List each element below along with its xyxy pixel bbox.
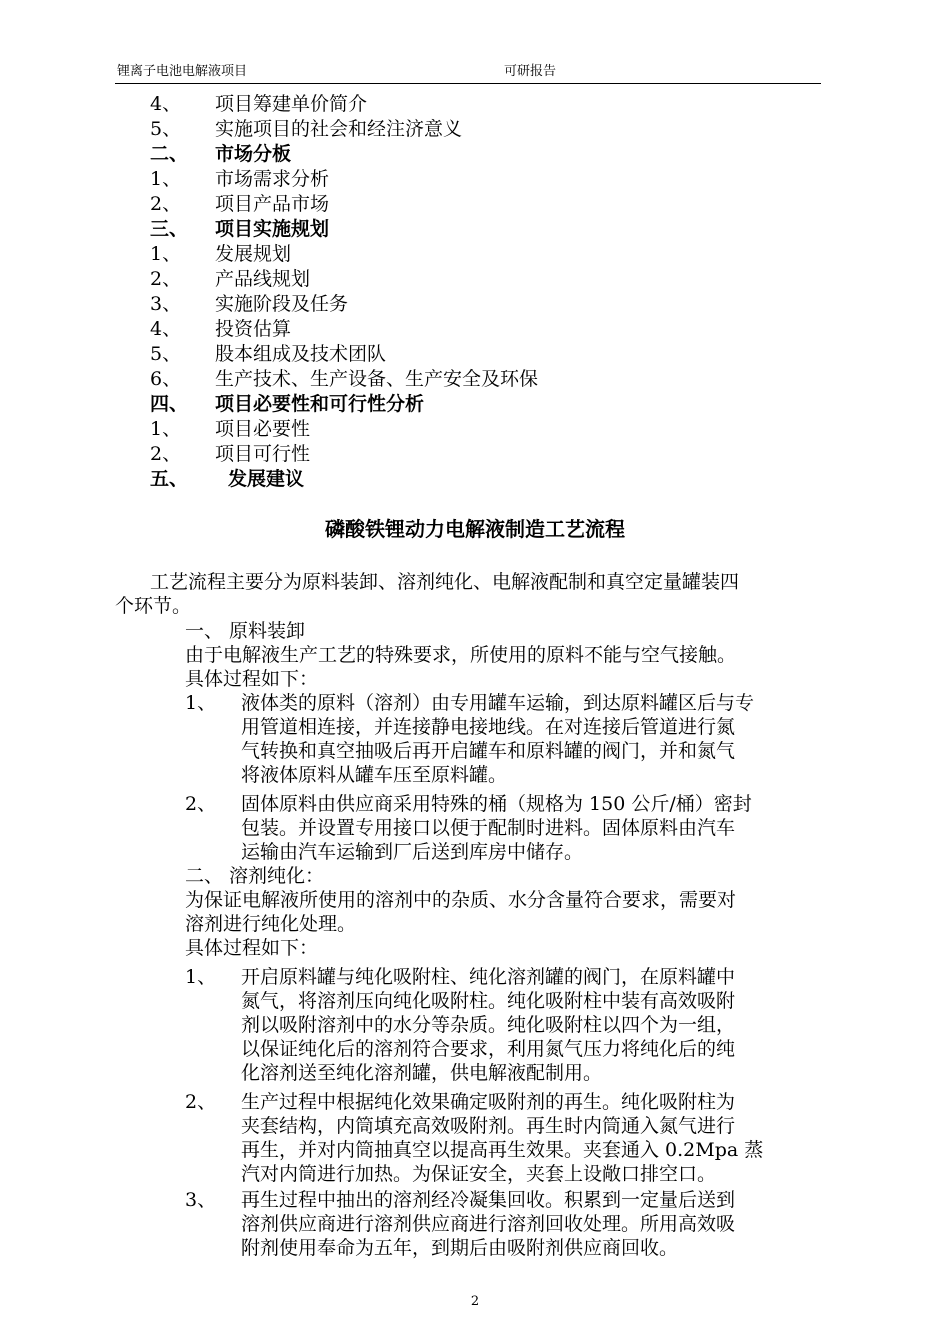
list-line: 运输由汽车运输到厂后送到库房中储存。 [241, 841, 584, 863]
paragraph-line: 具体过程如下： [185, 668, 319, 690]
outline-text: 项目产品市场 [215, 193, 330, 215]
section-title: 磷酸铁锂动力电解液制造工艺流程 [325, 517, 625, 541]
outline-number: 2、 [150, 268, 182, 290]
list-line: 生产过程中根据纯化效果确定吸附剂的再生。纯化吸附柱为 [241, 1091, 736, 1113]
list-line: 以保证纯化后的溶剂符合要求，利用氮气压力将纯化后的纯 [241, 1038, 736, 1060]
list-number: 2、 [185, 1091, 217, 1113]
outline-number: 3、 [150, 293, 182, 315]
subsection-heading: 一、 原料装卸 [185, 620, 306, 642]
outline-number: 6、 [150, 368, 182, 390]
outline-number: 5、 [150, 118, 182, 140]
outline-number: 4、 [150, 318, 182, 340]
header-divider [115, 83, 821, 84]
paragraph-line: 为保证电解液所使用的溶剂中的杂质、水分含量符合要求，需要对 [185, 889, 737, 911]
outline-text: 股本组成及技术团队 [215, 343, 387, 365]
outline-number: 1、 [150, 243, 182, 265]
list-number: 3、 [185, 1189, 217, 1211]
outline-text: 项目实施规划 [215, 218, 330, 240]
outline-text: 产品线规划 [215, 268, 311, 290]
list-line: 再生，并对内筒抽真空以提高再生效果。夹套通入 0.2Mpa 蒸 [241, 1139, 764, 1161]
outline-text: 发展建议 [228, 468, 305, 490]
list-line: 剂以吸附溶剂中的水分等杂质。纯化吸附柱以四个为一组， [241, 1014, 736, 1036]
list-number: 2、 [185, 793, 217, 815]
paragraph-line: 由于电解液生产工艺的特殊要求，所使用的原料不能与空气接触。 [185, 644, 737, 666]
list-line: 气转换和真空抽吸后再开启罐车和原料罐的阀门，并和氮气 [241, 740, 736, 762]
outline-text: 生产技术、生产设备、生产安全及环保 [215, 368, 539, 390]
list-line: 汽对内筒进行加热。为保证安全，夹套上设敞口排空口。 [241, 1163, 717, 1185]
outline-number: 1、 [150, 168, 182, 190]
list-number: 1、 [185, 966, 217, 988]
outline-text: 项目必要性和可行性分析 [215, 393, 425, 415]
paragraph-line: 溶剂进行纯化处理。 [185, 913, 357, 935]
outline-text: 项目必要性 [215, 418, 311, 440]
outline-number: 四、 [150, 393, 189, 415]
list-line: 固体原料由供应商采用特殊的桶（规格为 150 公斤/桶）密封 [241, 793, 752, 815]
list-line: 开启原料罐与纯化吸附柱、纯化溶剂罐的阀门，在原料罐中 [241, 966, 736, 988]
list-line: 液体类的原料（溶剂）由专用罐车运输，到达原料罐区后与专 [241, 692, 755, 714]
list-line: 包装。并设置专用接口以便于配制时进料。固体原料由汽车 [241, 817, 736, 839]
outline-text: 市场需求分析 [215, 168, 330, 190]
list-line: 再生过程中抽出的溶剂经冷凝集回收。积累到一定量后送到 [241, 1189, 736, 1211]
outline-number: 2、 [150, 193, 182, 215]
outline-text: 实施项目的社会和经注济意义 [215, 118, 463, 140]
list-line: 化溶剂送至纯化溶剂罐，供电解液配制用。 [241, 1062, 603, 1084]
page-number: 2 [470, 1294, 480, 1309]
outline-text: 发展规划 [215, 243, 292, 265]
intro-line: 工艺流程主要分为原料装卸、溶剂纯化、电解液配制和真空定量罐装四 [150, 571, 740, 593]
outline-number: 2、 [150, 443, 182, 465]
list-number: 1、 [185, 692, 217, 714]
outline-text: 项目可行性 [215, 443, 311, 465]
list-line: 用管道相连接，并连接静电接地线。在对连接后管道进行氮 [241, 716, 736, 738]
outline-text: 实施阶段及任务 [215, 293, 349, 315]
intro-line: 个环节。 [115, 595, 192, 617]
outline-text: 市场分板 [215, 143, 292, 165]
list-line: 将液体原料从罐车压至原料罐。 [241, 764, 508, 786]
paragraph-line: 具体过程如下： [185, 937, 319, 959]
subsection-heading: 二、 溶剂纯化： [185, 865, 325, 887]
outline-number: 三、 [150, 218, 189, 240]
list-line: 夹套结构，内筒填充高效吸附剂。再生时内筒通入氮气进行 [241, 1115, 736, 1137]
outline-number: 1、 [150, 418, 182, 440]
header-project-name: 锂离子电池电解液项目 [117, 64, 248, 79]
outline-number: 4、 [150, 93, 182, 115]
outline-text: 项目筹建单价简介 [215, 93, 368, 115]
list-line: 氮气，将溶剂压向纯化吸附柱。纯化吸附柱中装有高效吸附 [241, 990, 736, 1012]
list-line: 附剂使用奉命为五年，到期后由吸附剂供应商回收。 [241, 1237, 679, 1259]
outline-number: 5、 [150, 343, 182, 365]
outline-text: 投资估算 [215, 318, 292, 340]
list-line: 溶剂供应商进行溶剂供应商进行溶剂回收处理。所用高效吸 [241, 1213, 736, 1235]
outline-number: 二、 [150, 143, 189, 165]
header-report-type: 可研报告 [504, 64, 557, 79]
outline-number: 五、 [150, 468, 189, 490]
